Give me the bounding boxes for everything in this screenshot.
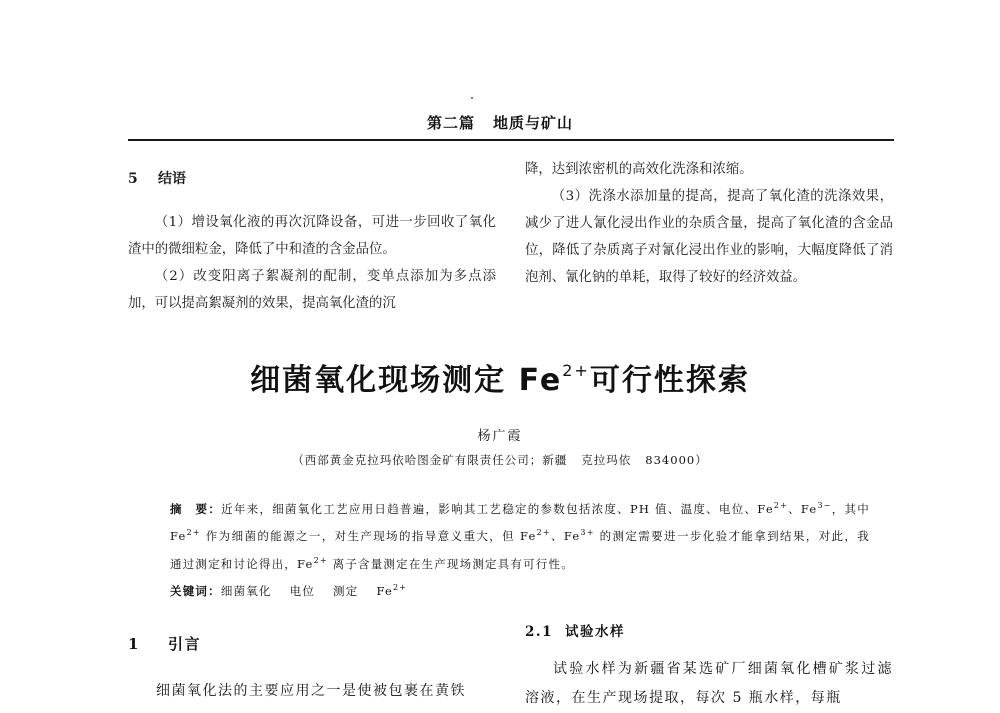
affiliation <box>0 452 1000 468</box>
author-name: 杨广霞 <box>477 429 523 444</box>
keyword-sup: 2+ <box>393 582 408 592</box>
abstract-text: 的测定需要进一步化验才能拿到结果，对此，我通过测定和讨论得出，Fe <box>170 529 870 571</box>
section-2-1-paragraph: 试验水样为新疆省某选矿厂细菌氧化槽矿浆过滤溶液，在生产现场提取，每次 5 瓶水样，每瓶 <box>525 661 893 706</box>
section-1-title: 引言 <box>168 635 202 653</box>
conclusion-paragraph-1: （1）增设氧化液的再次沉降设备，可进一步回收了氧化渣中的微细粒金，降低了中和渣的含金品位。 <box>128 215 496 257</box>
section-1 <box>128 630 496 706</box>
keyword: 电位 <box>289 583 316 598</box>
abstract-sup: 3+ <box>580 528 595 538</box>
abstract-sup: 3− <box>817 501 832 510</box>
section-2-1-number: 2.1 <box>525 624 553 640</box>
affiliation-postcode: 834000） <box>645 453 708 467</box>
affiliation-org: （西部黄金克拉玛依哈图金矿有限责任公司；新疆 <box>292 453 568 467</box>
keywords-label: 关键词： <box>170 583 221 598</box>
keyword <box>376 584 407 598</box>
abstract-sup: 2+ <box>313 555 328 565</box>
conclusion-paragraph-2-cont: 降，达到浓密机的高效化洗涤和浓缩。 <box>525 162 753 177</box>
abstract <box>170 494 870 576</box>
abstract-text: 近年来，细菌氧化工艺应用日趋普遍，影响其工艺稳定的参数包括浓度、PH 值、温度、电位、Fe <box>221 501 774 516</box>
title-text-before: 细菌氧化现场测定 Fe <box>250 363 563 398</box>
scan-speck <box>471 97 473 99</box>
running-header <box>0 112 1000 133</box>
conclusion-title: 结语 <box>158 171 186 187</box>
abstract-sup: 2+ <box>186 528 201 538</box>
previous-article-left-column <box>128 156 496 317</box>
section-1-heading <box>128 630 496 659</box>
running-header-part: 第二篇 <box>426 114 475 132</box>
affiliation-city: 克拉玛依 <box>581 453 632 467</box>
keyword-base: Fe <box>376 583 393 598</box>
keyword: 测定 <box>333 583 359 598</box>
conclusion-heading <box>128 166 496 193</box>
header-rule <box>128 139 894 141</box>
abstract-label: 摘 要： <box>170 501 222 516</box>
previous-article-right-column <box>525 156 893 291</box>
abstract-text: 作为细菌的能源之一，对生产现场的指导意义重大，但 Fe <box>200 529 537 544</box>
section-2-1-title: 试验水样 <box>565 624 625 640</box>
section-1-number: 1 <box>128 635 140 653</box>
keywords <box>170 576 870 603</box>
abstract-text: 离子含量测定在生产现场测定具有可行性。 <box>327 556 574 571</box>
article-title <box>0 355 1000 399</box>
conclusion-paragraph-2: （2）改变阳离子絮凝剂的配制，变单点添加为多点添加，可以提高絮凝剂的效果，提高氧化渣的沉 <box>128 269 496 311</box>
abstract-text: 、Fe <box>788 501 818 516</box>
conclusion-number: 5 <box>128 171 138 187</box>
abstract-sup: 2+ <box>773 501 789 510</box>
title-superscript: 2+ <box>562 361 590 380</box>
section-2-1-heading <box>525 618 893 647</box>
title-text-after: 可行性探索 <box>589 363 750 398</box>
abstract-text: ，其中 Fe <box>170 501 870 544</box>
abstract-text: 、Fe <box>550 529 581 544</box>
running-header-section: 地质与矿山 <box>493 114 574 132</box>
section-1-paragraph: 细菌氧化法的主要应用之一是使被包裹在黄铁 <box>156 683 466 699</box>
conclusion-paragraph-3: （3）洗涤水添加量的提高，提高了氧化渣的洗涤效果，减少了进人氰化浸出作业的杂质含量，提高了氧化渣的含金品位，降低了杂质离子对氰化浸出作业的影响，大幅度降低了消泡剂、氰化钠的单耗，取得了较好的经济效益。 <box>525 189 893 285</box>
abstract-sup: 2+ <box>536 528 551 538</box>
abstract-block <box>170 494 870 603</box>
keyword: 细菌氧化 <box>220 583 272 598</box>
section-2-1 <box>525 618 893 713</box>
